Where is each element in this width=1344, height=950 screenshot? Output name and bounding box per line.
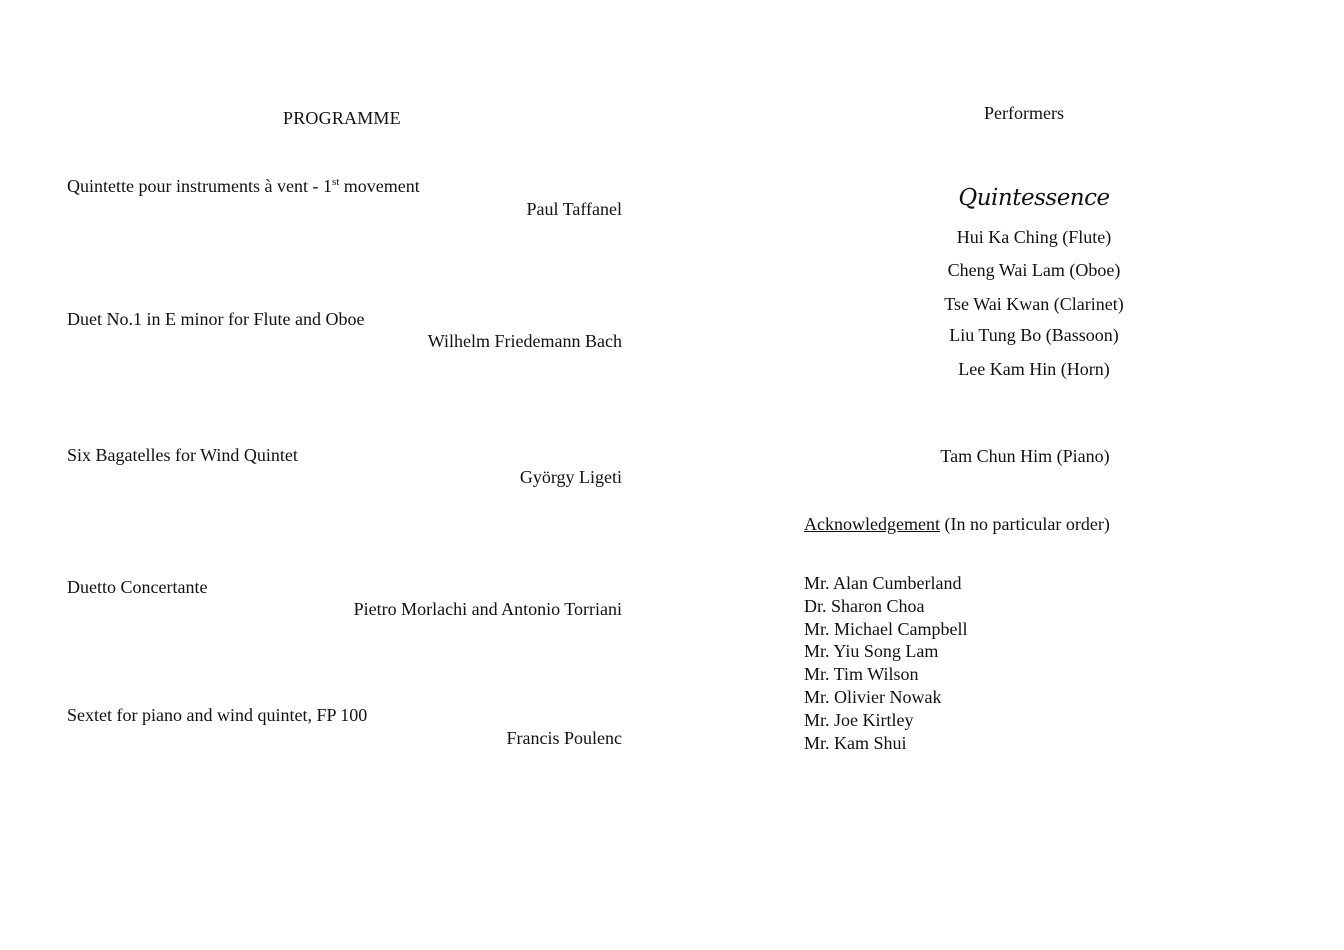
performers-heading: Performers — [984, 103, 1064, 123]
programme-heading: PROGRAMME — [283, 108, 401, 128]
composer-name: Pietro Morlachi and Antonio Torriani — [353, 599, 622, 619]
ensemble-name: Quintessence — [958, 185, 1110, 211]
performer-member: Hui Ka Ching (Flute) — [956, 227, 1112, 247]
composer-name: Wilhelm Friedemann Bach — [427, 331, 622, 351]
performer-member: Liu Tung Bo (Bassoon) — [949, 325, 1119, 345]
acknowledgement-list — [804, 574, 967, 756]
ordinal-suffix: st — [331, 176, 340, 188]
acknowledgement-name: Mr. Joe Kirtley — [804, 709, 914, 730]
acknowledgement-line — [804, 515, 1110, 533]
performer-member: Tse Wai Kwan (Clarinet) — [944, 294, 1124, 314]
performer-member: Cheng Wai Lam (Oboe) — [947, 260, 1121, 280]
work-title-text: Quintette pour instruments à vent - 1 — [67, 176, 332, 196]
acknowledgement-name: Mr. Yiu Song Lam — [804, 641, 939, 662]
acknowledgement-note: (In no particular order) — [939, 514, 1110, 534]
pianist-name: Tam Chun Him (Piano) — [940, 446, 1110, 466]
acknowledgement-name: Mr. Olivier Nowak — [804, 686, 942, 707]
work-title: Duet No.1 in E minor for Flute and Oboe — [67, 309, 365, 329]
acknowledgement-heading: Acknowledgement — [804, 514, 940, 534]
acknowledgement-name: Mr. Kam Shui — [804, 732, 907, 753]
work-title: Sextet for piano and wind quintet, FP 100 — [67, 705, 368, 725]
acknowledgement-name: Dr. Sharon Choa — [804, 595, 925, 616]
composer-name: Francis Poulenc — [506, 728, 622, 748]
work-title — [67, 177, 420, 195]
acknowledgement-name: Mr. Tim Wilson — [804, 664, 919, 685]
composer-name: Paul Taffanel — [526, 199, 622, 219]
acknowledgement-name: Mr. Alan Cumberland — [804, 573, 962, 593]
performer-member: Lee Kam Hin (Horn) — [958, 359, 1110, 379]
work-title: Six Bagatelles for Wind Quintet — [67, 445, 298, 465]
composer-name: György Ligeti — [519, 467, 622, 487]
work-title: Duetto Concertante — [67, 577, 208, 597]
work-title-tail: movement — [339, 176, 420, 196]
acknowledgement-name: Mr. Michael Campbell — [804, 618, 968, 639]
